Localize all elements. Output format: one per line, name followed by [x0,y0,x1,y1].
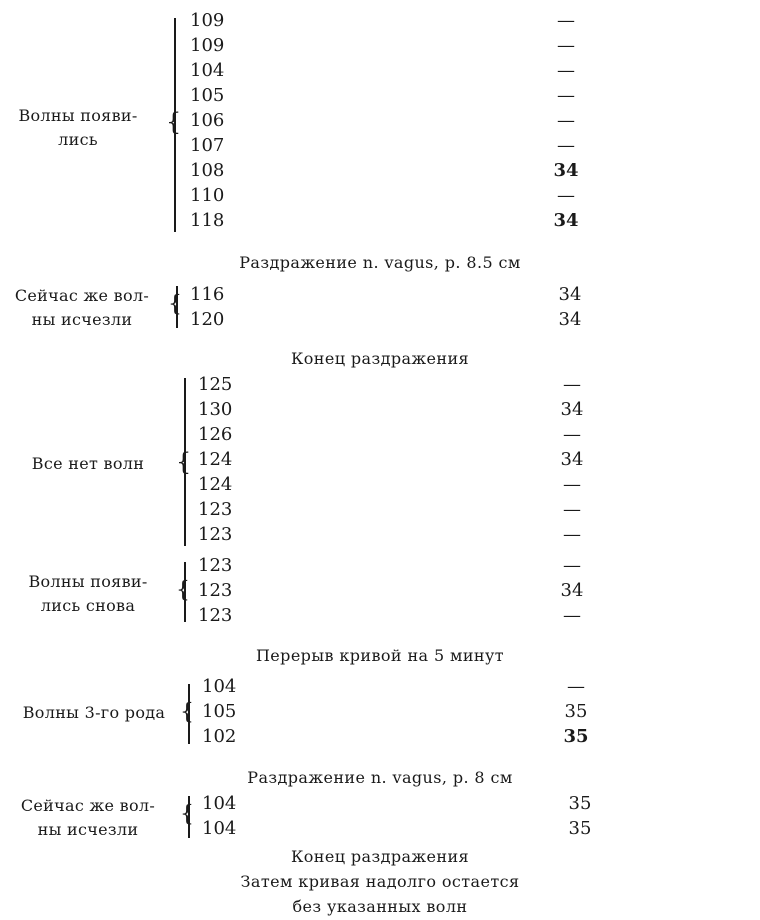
row-value: — [563,555,581,576]
footer-line: Конец раздражения [290,847,470,866]
row-value: 34 [558,284,582,305]
row-value: 35 [564,701,588,722]
brace-point: { [166,108,182,136]
brace-point: { [176,578,190,603]
group-label-line: Волны появи- [28,572,148,591]
section-heading: Конец раздражения [290,349,470,368]
row-value: — [557,10,575,31]
brace-point: { [176,448,192,476]
row-number: 116 [190,284,225,305]
row-number: 125 [198,374,233,395]
row-number: 108 [190,160,225,181]
row-value: — [563,374,581,395]
brace-point: { [180,802,194,827]
row-number: 109 [190,10,225,31]
footer-line: без указанных волн [292,897,468,916]
group-label-line: лись снова [40,596,136,615]
row-number: 104 [202,818,237,839]
group-label-line: Все нет волн [31,454,145,473]
brace-point: { [168,292,182,317]
row-value: — [563,474,581,495]
row-value: — [563,605,581,626]
group-label-line: Сейчас же вол- [14,286,150,305]
row-value: — [567,676,585,697]
group-label [10,570,166,618]
row-number: 126 [198,424,233,445]
row-value: — [557,110,575,131]
row-number: 124 [198,449,233,470]
row-number: 123 [198,605,233,626]
row-number: 105 [202,701,237,722]
group-label [4,794,172,842]
footer-line: Затем кривая надолго остается [240,872,520,891]
row-value: 34 [560,399,584,420]
row-value: 34 [553,160,579,181]
row-number: 104 [190,60,225,81]
row-number: 120 [190,309,225,330]
row-value: — [557,135,575,156]
row-number: 123 [198,555,233,576]
row-value: 35 [568,793,592,814]
section-heading: Перерыв кривой на 5 минут [255,646,505,665]
group-label-line: ны исчезли [31,310,133,329]
group-label [4,284,160,332]
row-number: 123 [198,524,233,545]
row-value: — [563,499,581,520]
brace-point: { [180,700,194,725]
row-number: 106 [190,110,225,131]
row-value: — [557,85,575,106]
row-value: — [557,60,575,81]
group-label [10,701,178,725]
row-number: 102 [202,726,237,747]
row-number: 104 [202,793,237,814]
row-value: 34 [558,309,582,330]
group-label [10,452,166,476]
row-number: 109 [190,35,225,56]
row-number: 123 [198,580,233,601]
section-heading: Раздражение n. vagus, p. 8 см [247,768,513,787]
row-value: 35 [563,726,589,747]
group-label-line: Волны появи- [18,106,138,125]
row-value: 34 [560,580,584,601]
row-number: 130 [198,399,233,420]
row-value: — [557,35,575,56]
row-number: 110 [190,185,225,206]
section-heading: Раздражение n. vagus, p. 8.5 см [239,253,521,272]
row-value: — [563,524,581,545]
group-label-line: Волны 3-го рода [22,703,166,722]
row-number: 104 [202,676,237,697]
group-label-line: Сейчас же вол- [20,796,156,815]
row-number: 123 [198,499,233,520]
row-value: — [563,424,581,445]
group-label-line: ны исчезли [37,820,139,839]
row-value: 34 [560,449,584,470]
row-value: — [557,185,575,206]
row-number: 124 [198,474,233,495]
row-value: 35 [568,818,592,839]
row-number: 105 [190,85,225,106]
row-number: 118 [190,210,225,231]
group-label [8,104,148,152]
row-value: 34 [553,210,579,231]
row-number: 107 [190,135,225,156]
group-label-line: лись [58,130,98,149]
